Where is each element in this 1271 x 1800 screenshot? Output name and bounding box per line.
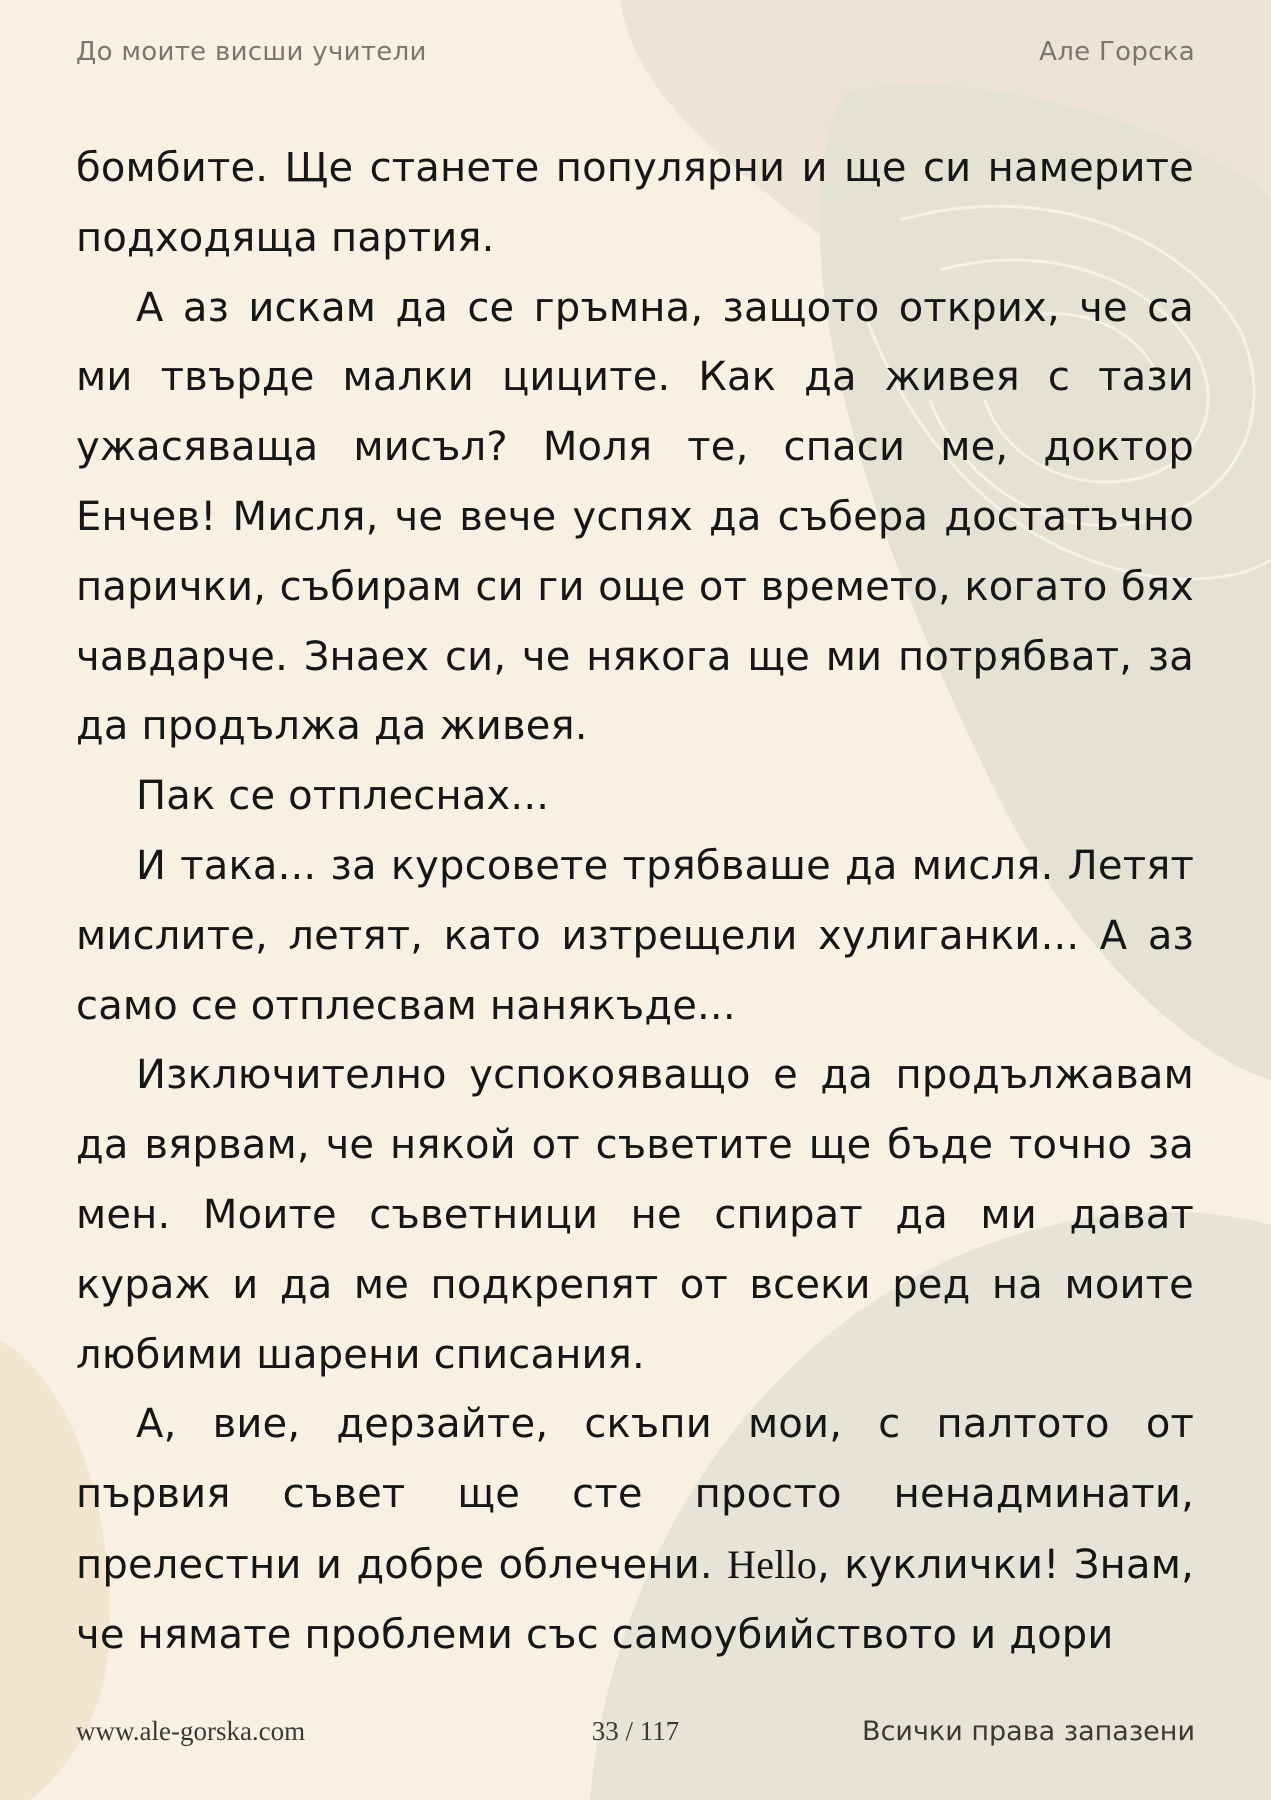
paragraph: Изключително успокояващо е да продължавам да вярвам, че някой от съветите ще бъде точно за мен. Моите съветници не спират да ми дават кураж и да ме подкрепят от всеки ред на моите любими шарени списания.: [76, 1052, 1194, 1378]
page-footer: [76, 1714, 1195, 1748]
page-header: [76, 36, 1195, 68]
page-number: 33 / 117: [591, 1715, 680, 1746]
website-link[interactable]: www.ale-gorska.com: [76, 1715, 306, 1746]
copyright-notice: Всички права запазени: [862, 1715, 1195, 1747]
paragraph-text: А, вие, дерзайте, скъпи мои, с палтото от първия съвет ще сте просто ненадминати, прелестни и добре облечени.: [76, 1401, 1194, 1588]
paragraph-text: , куклички! Знам, че нямате проблеми със самоубийството и дори: [76, 1541, 1195, 1658]
paragraph: бомбите. Ще станете популярни и ще си намерите подходяща партия.: [76, 145, 1194, 261]
paragraph: [76, 1390, 1194, 1670]
author-name: Але Горска: [1039, 37, 1195, 67]
paragraph: Пак се отплеснах...: [136, 773, 550, 820]
book-title: До моите висши учители: [76, 37, 427, 67]
paragraph: А аз искам да се гръмна, защото открих, че са ми твърде малки циците. Как да живея с тази ужасяваща мисъл? Моля те, спаси ме, доктор Енчев! Мисля, че вече успях да събера достатъчно парички, събирам си ги още от времето, когато бях чавдарче. Знаех си, че някога ще ми потрябват, за да продължа да живея.: [76, 284, 1194, 750]
foreign-word: Hello: [727, 1541, 818, 1587]
paragraph: И така... за курсовете трябваше да мисля. Летят мислите, летят, като изтрещели хулиганки... А аз само се отплесвам нанякъде...: [76, 842, 1194, 1029]
page-body: [76, 134, 1194, 1671]
